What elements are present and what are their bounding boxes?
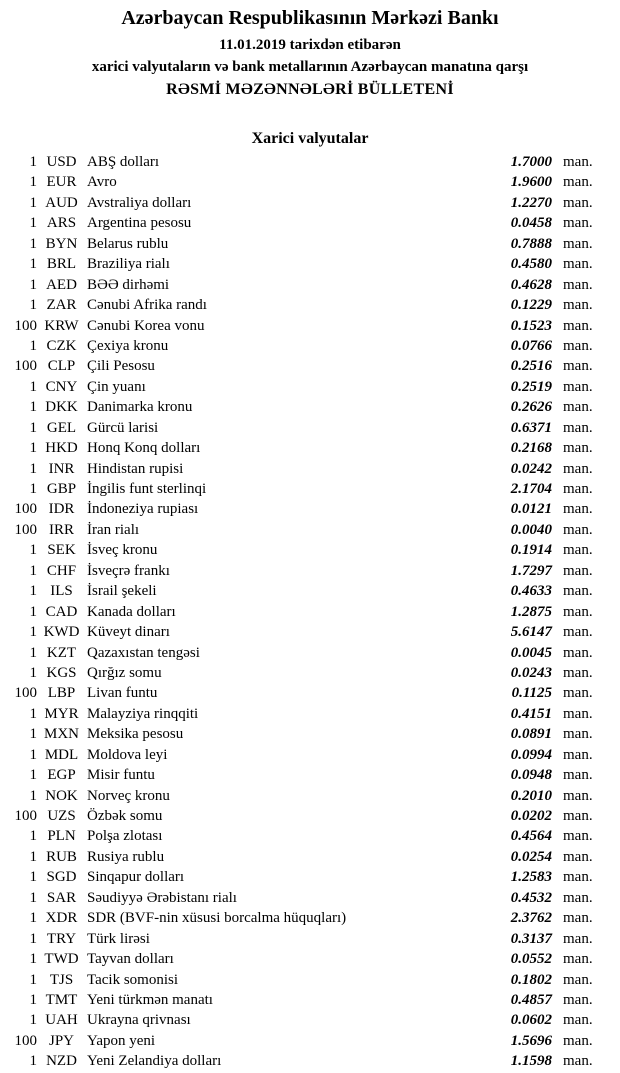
currency-row: [0, 152, 620, 172]
currency-unit-label: man.: [563, 644, 593, 661]
currency-code: AUD: [45, 194, 78, 211]
exchange-rate: 0.0243: [510, 664, 552, 681]
exchange-rate: 0.4628: [510, 276, 552, 293]
currency-unit-label: man.: [563, 828, 593, 845]
nominal-amount: 1: [29, 154, 37, 170]
currency-row: [0, 929, 620, 949]
currency-row: [0, 663, 620, 683]
currency-name: Polşa zlotası: [87, 828, 163, 845]
currency-name: Rusiya rublu: [87, 848, 165, 865]
currency-name: İran rialı: [87, 521, 140, 538]
currency-unit-label: man.: [563, 501, 593, 518]
currency-code: MYR: [44, 705, 79, 722]
exchange-rate: 0.3137: [510, 930, 552, 947]
currency-row: [0, 765, 620, 785]
currency-unit-label: man.: [563, 215, 593, 232]
currency-name: Honq Konq dolları: [87, 440, 201, 457]
currency-row: [0, 540, 620, 560]
nominal-amount: 1: [29, 256, 37, 273]
currency-code: TRY: [46, 930, 77, 947]
currency-code: ZAR: [46, 297, 77, 314]
nominal-amount: 1: [29, 787, 37, 804]
currency-name: Kanada dolları: [87, 603, 176, 620]
currency-row: [0, 990, 620, 1010]
exchange-rate: 1.7297: [510, 562, 552, 579]
currency-row: [0, 683, 620, 703]
nominal-amount: 100: [14, 808, 37, 824]
currency-row: [0, 806, 620, 826]
currency-name: Moldova leyi: [87, 746, 168, 763]
currency-unit-label: man.: [563, 951, 593, 968]
exchange-rate: 0.2626: [510, 399, 552, 416]
currency-name: Yapon yeni: [87, 1032, 156, 1049]
exchange-rate: 0.6371: [510, 419, 552, 436]
currency-name: Özbək somu: [87, 808, 163, 824]
exchange-rate: 0.4633: [510, 583, 552, 600]
currency-unit-label: man.: [563, 174, 593, 191]
currency-code: GEL: [46, 419, 77, 436]
exchange-rate: 5.6147: [510, 624, 552, 641]
currency-code: TWD: [44, 951, 79, 968]
currency-name: SDR (BVF-nin xüsusi borcalma hüquqları): [87, 910, 347, 927]
nominal-amount: 1: [29, 991, 37, 1008]
currency-unit-label: man.: [563, 542, 593, 559]
exchange-rate: 1.7000: [510, 154, 552, 170]
currency-code: EUR: [46, 174, 77, 191]
exchange-rate: 1.2270: [510, 194, 552, 211]
currency-unit-label: man.: [563, 746, 593, 763]
currency-row: [0, 561, 620, 581]
exchange-rate: 0.1125: [511, 685, 552, 702]
exchange-rate: 0.2519: [510, 378, 552, 395]
currency-code: PLN: [47, 828, 76, 845]
currency-row: [0, 970, 620, 990]
currency-name: Qırğız somu: [87, 664, 162, 681]
exchange-rate: 0.0202: [510, 808, 552, 824]
currency-row: [0, 356, 620, 376]
currency-name: Yeni Zelandiya dolları: [87, 1053, 222, 1070]
nominal-amount: 1: [29, 337, 37, 354]
nominal-amount: 1: [29, 624, 37, 641]
currency-name: İngilis funt sterlinqi: [87, 481, 207, 497]
currency-unit-label: man.: [563, 808, 593, 824]
currency-code: NZD: [46, 1053, 77, 1070]
currency-unit-label: man.: [563, 1032, 593, 1049]
exchange-rate: 0.2168: [510, 440, 552, 457]
currency-code: USD: [46, 154, 77, 170]
nominal-amount: 1: [29, 930, 37, 947]
currency-name: Gürcü larisi: [87, 419, 159, 436]
nominal-amount: 1: [29, 583, 37, 600]
exchange-rate: 0.4532: [510, 889, 552, 906]
currency-row: [0, 418, 620, 438]
exchange-rate: 2.1704: [510, 481, 552, 497]
nominal-amount: 1: [29, 419, 37, 436]
currency-code: XDR: [45, 910, 78, 927]
currency-name: Çin yuanı: [87, 378, 146, 395]
exchange-rate: 0.2010: [510, 787, 552, 804]
currency-row: [0, 867, 620, 887]
exchange-rate: 0.0040: [510, 521, 552, 538]
nominal-amount: 1: [29, 848, 37, 865]
nominal-amount: 100: [14, 358, 37, 375]
nominal-amount: 1: [29, 297, 37, 314]
currency-name: ABŞ dolları: [87, 154, 160, 170]
currency-unit-label: man.: [563, 419, 593, 436]
nominal-amount: 1: [29, 889, 37, 906]
currency-row: [0, 254, 620, 274]
nominal-amount: 1: [29, 951, 37, 968]
nominal-amount: 1: [29, 828, 37, 845]
nominal-amount: 100: [14, 1032, 37, 1049]
exchange-rate: 0.4151: [510, 705, 552, 722]
currency-name: Ukrayna qrivnası: [87, 1012, 191, 1029]
currency-code: TJS: [49, 971, 74, 988]
currency-code: BYN: [45, 235, 78, 252]
currency-row: [0, 786, 620, 806]
currency-row: [0, 622, 620, 642]
currency-code: KWD: [43, 624, 80, 641]
nominal-amount: 1: [29, 705, 37, 722]
currency-name: Sinqapur dolları: [87, 869, 185, 886]
exchange-rate: 0.0121: [510, 501, 552, 518]
nominal-amount: 1: [29, 910, 37, 927]
currency-code: LBP: [47, 685, 76, 702]
exchange-rate: 0.1523: [510, 317, 552, 334]
nominal-amount: 100: [14, 501, 37, 518]
currency-row: [0, 499, 620, 519]
currency-unit-label: man.: [563, 910, 593, 927]
currency-unit-label: man.: [563, 235, 593, 252]
nominal-amount: 1: [29, 726, 37, 743]
currency-row: [0, 234, 620, 254]
currency-name: Cənubi Korea vonu: [87, 317, 205, 334]
exchange-rate: 0.0891: [510, 726, 552, 743]
currency-code: IDR: [48, 501, 75, 518]
currency-name: Küveyt dinarı: [87, 624, 170, 641]
currency-row: [0, 193, 620, 213]
section-title-foreign-currencies: Xarici valyutalar: [251, 130, 369, 147]
currency-name: İndoneziya rupiası: [87, 501, 199, 518]
currency-unit-label: man.: [563, 930, 593, 947]
exchange-rate: 1.2875: [510, 603, 552, 620]
currency-code: NOK: [45, 787, 78, 804]
currency-unit-label: man.: [563, 991, 593, 1008]
currency-unit-label: man.: [563, 297, 593, 314]
currency-name: İsveçrə frankı: [87, 562, 170, 579]
exchange-rate: 1.5696: [510, 1032, 552, 1049]
nominal-amount: 1: [29, 235, 37, 252]
currency-name: Səudiyyə Ərəbistanı rialı: [87, 889, 237, 906]
currency-code: TMT: [45, 991, 78, 1008]
currency-row: [0, 602, 620, 622]
currency-row: [0, 1031, 620, 1051]
exchange-rate: 0.2516: [510, 358, 552, 375]
currency-code: JPY: [48, 1032, 74, 1049]
currency-code: KZT: [46, 644, 77, 661]
nominal-amount: 1: [29, 276, 37, 293]
currency-unit-label: man.: [563, 664, 593, 681]
nominal-amount: 1: [29, 1053, 37, 1070]
nominal-amount: 1: [29, 971, 37, 988]
exchange-rate: 0.0254: [510, 848, 552, 865]
currency-code: DKK: [45, 399, 78, 416]
currency-unit-label: man.: [563, 848, 593, 865]
nominal-amount: 1: [29, 215, 37, 232]
currency-row: [0, 479, 620, 499]
nominal-amount: 1: [29, 746, 37, 763]
currency-unit-label: man.: [563, 583, 593, 600]
currency-code: EGP: [47, 767, 76, 784]
nominal-amount: 1: [29, 440, 37, 457]
effective-date-line: 11.01.2019 tarixdən etibarən: [219, 37, 401, 53]
currency-name: Belarus rublu: [87, 235, 169, 252]
currency-unit-label: man.: [563, 562, 593, 579]
currency-code: UZS: [47, 808, 76, 824]
rates-table: [0, 152, 620, 1072]
currency-name: Malayziya rinqqiti: [87, 705, 199, 722]
currency-row: [0, 377, 620, 397]
currency-unit-label: man.: [563, 603, 593, 620]
currency-unit-label: man.: [563, 705, 593, 722]
currency-row: [0, 745, 620, 765]
currency-name: Argentina pesosu: [87, 215, 192, 232]
currency-row: [0, 336, 620, 356]
currency-code: SEK: [47, 542, 76, 559]
nominal-amount: 100: [14, 317, 37, 334]
currency-row: [0, 459, 620, 479]
currency-row: [0, 888, 620, 908]
currency-name: Cənubi Afrika randı: [87, 297, 207, 314]
nominal-amount: 1: [29, 562, 37, 579]
currency-unit-label: man.: [563, 685, 593, 702]
currency-code: KRW: [44, 317, 79, 334]
currency-unit-label: man.: [563, 481, 593, 497]
exchange-rate: 0.0948: [510, 767, 552, 784]
currency-row: [0, 724, 620, 744]
exchange-rate: 0.1229: [510, 297, 552, 314]
currency-row: [0, 704, 620, 724]
currency-row: [0, 908, 620, 928]
currency-unit-label: man.: [563, 276, 593, 293]
exchange-rate: 0.1914: [510, 542, 552, 559]
currency-code: SAR: [46, 889, 77, 906]
currency-row: [0, 275, 620, 295]
currency-row: [0, 949, 620, 969]
currency-unit-label: man.: [563, 1053, 593, 1070]
currency-row: [0, 847, 620, 867]
currency-code: UAH: [45, 1012, 78, 1029]
currency-unit-label: man.: [563, 787, 593, 804]
currency-code: KGS: [46, 664, 77, 681]
currency-row: [0, 581, 620, 601]
currency-row: [0, 213, 620, 233]
currency-code: MDL: [44, 746, 79, 763]
currency-name: Tacik somonisi: [87, 971, 179, 988]
exchange-rate: 0.1802: [510, 971, 552, 988]
currency-unit-label: man.: [563, 256, 593, 273]
exchange-rate: 0.0602: [510, 1012, 552, 1029]
exchange-rate: 0.4580: [510, 256, 552, 273]
currency-unit-label: man.: [563, 1012, 593, 1029]
currency-code: HKD: [45, 440, 78, 457]
currency-name: Avstraliya dolları: [87, 194, 192, 211]
currency-unit-label: man.: [563, 358, 593, 375]
currency-code: INR: [48, 460, 75, 477]
exchange-rate: 0.0242: [510, 460, 552, 477]
currency-code: MXN: [43, 726, 79, 743]
exchange-rate: 0.0766: [510, 337, 552, 354]
exchange-rate: 1.9600: [510, 174, 552, 191]
currency-unit-label: man.: [563, 971, 593, 988]
bank-name: Azərbaycan Respublikasının Mərkəzi Bankı: [121, 7, 499, 29]
currency-name: Yeni türkmən manatı: [87, 991, 213, 1008]
currency-row: [0, 643, 620, 663]
currency-name: Danimarka kronu: [87, 399, 193, 416]
currency-name: Misir funtu: [87, 767, 155, 784]
nominal-amount: 1: [29, 481, 37, 497]
currency-name: Hindistan rupisi: [87, 460, 184, 477]
currency-row: [0, 520, 620, 540]
currency-unit-label: man.: [563, 460, 593, 477]
exchange-rate: 0.4857: [510, 991, 552, 1008]
bulletin-title: RƏSMİ MƏZƏNNƏLƏRİ BÜLLETENİ: [166, 81, 454, 98]
nominal-amount: 1: [29, 399, 37, 416]
currency-name: Tayvan dolları: [87, 951, 174, 968]
exchange-rate: 0.0994: [510, 746, 552, 763]
nominal-amount: 1: [29, 460, 37, 477]
nominal-amount: 1: [29, 664, 37, 681]
currency-code: CLP: [47, 358, 76, 375]
currency-code: CZK: [46, 337, 77, 354]
currency-name: Avro: [87, 174, 117, 191]
currency-unit-label: man.: [563, 889, 593, 906]
exchange-rate: 0.0458: [510, 215, 552, 232]
currency-name: BƏƏ dirhəmi: [87, 276, 170, 293]
nominal-amount: 100: [14, 521, 37, 538]
nominal-amount: 1: [29, 542, 37, 559]
currency-row: [0, 1010, 620, 1030]
currency-code: BRL: [46, 256, 77, 273]
currency-row: [0, 397, 620, 417]
currency-name: Norveç kronu: [87, 787, 170, 804]
exchange-rate: 1.2583: [510, 869, 552, 886]
currency-unit-label: man.: [563, 869, 593, 886]
currency-code: ARS: [46, 215, 77, 232]
exchange-rate: 1.1598: [510, 1053, 552, 1070]
currency-name: İsrail şekeli: [87, 583, 157, 600]
currency-row: [0, 826, 620, 846]
currency-code: CAD: [45, 603, 78, 620]
currency-name: Livan funtu: [87, 685, 158, 702]
document-header: [0, 0, 620, 99]
currency-unit-label: man.: [563, 317, 593, 334]
currency-code: ILS: [50, 583, 73, 600]
currency-row: [0, 438, 620, 458]
currency-unit-label: man.: [563, 521, 593, 538]
currency-name: Braziliya rialı: [87, 256, 170, 273]
currency-row: [0, 316, 620, 336]
currency-code: CHF: [46, 562, 77, 579]
currency-unit-label: man.: [563, 378, 593, 395]
currency-name: İsveç kronu: [87, 542, 158, 559]
nominal-amount: 1: [29, 603, 37, 620]
currency-code: RUB: [46, 848, 77, 865]
currency-unit-label: man.: [563, 337, 593, 354]
currency-unit-label: man.: [563, 440, 593, 457]
currency-unit-label: man.: [563, 154, 593, 170]
nominal-amount: 1: [29, 869, 37, 886]
nominal-amount: 1: [29, 378, 37, 395]
currency-code: AED: [46, 276, 77, 293]
currency-code: IRR: [48, 521, 74, 538]
currency-unit-label: man.: [563, 194, 593, 211]
nominal-amount: 100: [14, 685, 37, 702]
currency-unit-label: man.: [563, 767, 593, 784]
currency-unit-label: man.: [563, 399, 593, 416]
exchange-rate: 0.4564: [510, 828, 552, 845]
currency-name: Çexiya kronu: [87, 337, 169, 354]
subject-line: xarici valyutaların və bank metallarının Azərbaycan manatına qarşı: [91, 59, 529, 75]
currency-name: Meksika pesosu: [87, 726, 184, 743]
nominal-amount: 1: [29, 644, 37, 661]
currency-row: [0, 295, 620, 315]
nominal-amount: 1: [29, 767, 37, 784]
nominal-amount: 1: [29, 194, 37, 211]
currency-code: SGD: [46, 869, 77, 886]
currency-row: [0, 1051, 620, 1071]
currency-unit-label: man.: [563, 726, 593, 743]
currency-unit-label: man.: [563, 624, 593, 641]
currency-code: GBP: [46, 481, 77, 497]
currency-name: Çili Pesosu: [87, 358, 155, 375]
exchange-rate: 2.3762: [510, 910, 552, 927]
currency-name: Qazaxıstan tengəsi: [87, 644, 200, 661]
nominal-amount: 1: [29, 174, 37, 191]
exchange-rate: 0.0045: [510, 644, 552, 661]
currency-code: CNY: [45, 378, 78, 395]
currency-name: Türk lirəsi: [87, 930, 150, 947]
currency-row: [0, 172, 620, 192]
exchange-rate: 0.0552: [510, 951, 552, 968]
exchange-rate: 0.7888: [510, 235, 552, 252]
nominal-amount: 1: [29, 1012, 37, 1029]
